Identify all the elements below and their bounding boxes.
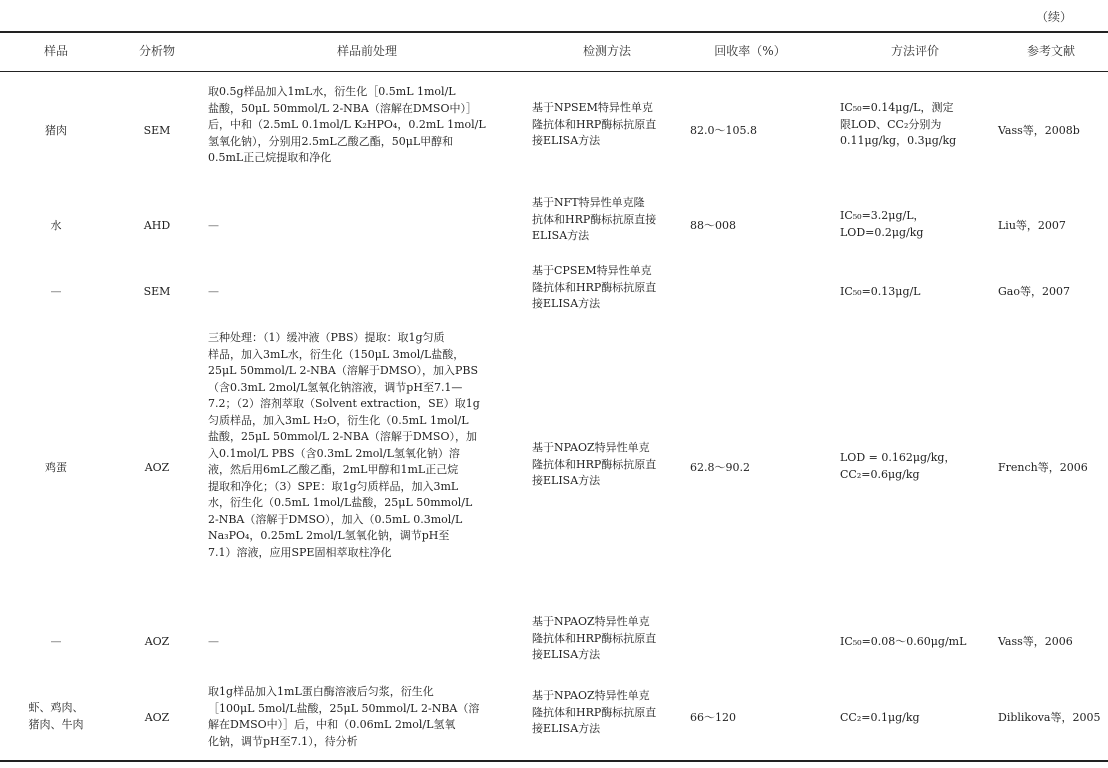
row5-sample: — xyxy=(50,635,62,648)
row3-pretreatment: — xyxy=(208,285,219,298)
row1-analyte: SEM xyxy=(143,124,171,137)
row4-recovery: 62.8～90.2 xyxy=(690,461,750,474)
row2-evaluation: IC₅₀=3.2μg/L， LOD=0.2μg/kg xyxy=(840,209,925,239)
row4-method: 基于NPAOZ特异性单克 隆抗体和HRP酶标抗原直 接ELISA方法 xyxy=(532,441,657,487)
row5-reference: Vass等，2006 xyxy=(998,635,1073,648)
header-evaluation: 方法评价 xyxy=(890,44,939,58)
row5-pretreatment: — xyxy=(208,635,219,648)
row6-evaluation: CC₂=0.1μg/kg xyxy=(840,711,920,724)
row3-method: 基于CPSEM特异性单克 隆抗体和HRP酶标抗原直 接ELISA方法 xyxy=(532,264,657,310)
header-recovery: 回收率（%） xyxy=(714,44,786,58)
row3-reference: Gao等，2007 xyxy=(998,285,1070,298)
header-reference: 参考文献 xyxy=(1026,44,1075,58)
row4-analyte: AOZ xyxy=(144,461,170,474)
row2-pretreatment: — xyxy=(208,219,219,232)
row4-sample: 鸡蛋 xyxy=(45,461,67,474)
row1-recovery: 82.0～105.8 xyxy=(690,124,757,137)
row3-evaluation: IC₅₀=0.13μg/L xyxy=(840,285,921,298)
row2-recovery: 88～008 xyxy=(690,219,736,232)
header-pretreatment: 样品前处理 xyxy=(336,44,397,58)
row1-sample: 猪肉 xyxy=(45,124,67,137)
row6-pretreatment: 取1g样品加入1mL蛋白酶溶液后匀浆，衍生化 ［100μL 5mol/L盐酸，25μL 50mmol/L 2-NBA（溶 解在DMSO中）］后，中和（0.06mL 2mol/L氢氧 化钠，调节pH至7.1），待分析 xyxy=(208,685,480,748)
row6-reference: Diblikova等，2005 xyxy=(998,711,1101,724)
row5-analyte: AOZ xyxy=(144,635,170,648)
row6-sample: 虾、鸡肉、 猪肉、牛肉 xyxy=(28,701,84,731)
bottom-rule xyxy=(0,760,1108,762)
row1-method: 基于NPSEM特异性单克 隆抗体和HRP酶标抗原直 接ELISA方法 xyxy=(532,101,657,147)
row1-pretreatment: 取0.5g样品加入1mL水，衍生化［0.5mL 1mol/L 盐酸，50μL 50mmol/L 2-NBA（溶解在DMSO中）］ 后，中和（2.5mL 0.1mol/L K₂HPO₄，0.2mL 1mol/L 氢氧化钠），分别用2.5mL乙酸乙酯，50μL甲醇和 0.5mL正己烷提取和净化 xyxy=(208,85,486,164)
row1-reference: Vass等，2008b xyxy=(998,124,1080,137)
row6-recovery: 66～120 xyxy=(690,711,736,724)
row4-reference: French等，2006 xyxy=(998,461,1088,474)
row6-method: 基于NPAOZ特异性单克 隆抗体和HRP酶标抗原直 接ELISA方法 xyxy=(532,689,657,735)
continued-label: （续） xyxy=(1035,10,1072,24)
row4-pretreatment: 三种处理：（1）缓冲液（PBS）提取：取1g匀质 样品，加入3mL水，衍生化（150μL 3mol/L盐酸， 25μL 50mmol/L 2-NBA（溶解于DMSO），加入PBS （含0.3mL 2mol/L氢氧化钠溶液，调节pH至7.1— 7.2；（2）溶剂萃取（Solvent extraction，SE）取1g 匀质样品，加入3mL H₂O，衍生化（0.5mL 1mol/L 盐酸，25μL 50mmol/L 2-NBA（溶解于DMSO），加 入0.1mol/L PBS（含0.3mL 2mol/L氢氧化钠）溶 液，然后用6mL乙酸乙酯，2mL甲醇和1mL正己烷 提取和净化；（3）SPE：取1g匀质样品，加入3mL 水，衍生化（0.5mL 1mol/L盐酸，25μL 50mmol/L 2-NBA（溶解于DMSO），加入（0.5mL 0.3mol/L Na₃PO₄，0.25mL 2mol/L氢氧化钠，调节pH至 7.1）溶液，应用SPE固相萃取柱净化 xyxy=(208,331,480,559)
top-rule xyxy=(0,31,1108,33)
row2-method: 基于NFT特异性单克隆 抗体和HRP酶标抗原直接 ELISA方法 xyxy=(532,196,657,242)
row5-evaluation: IC₅₀=0.08～0.60μg/mL xyxy=(840,635,967,648)
row5-method: 基于NPAOZ特异性单克 隆抗体和HRP酶标抗原直 接ELISA方法 xyxy=(532,615,657,661)
header-sample: 样品 xyxy=(43,44,68,58)
row2-reference: Liu等，2007 xyxy=(998,219,1066,232)
row6-analyte: AOZ xyxy=(144,711,170,724)
row2-analyte: AHD xyxy=(143,219,171,232)
row2-sample: 水 xyxy=(50,219,62,232)
row1-evaluation: IC₅₀=0.14μg/L，测定 限LOD、CC₂分别为 0.11μg/kg，0.3μg/kg xyxy=(840,101,957,147)
header-rule xyxy=(0,71,1108,72)
header-method: 检测方法 xyxy=(582,44,631,58)
row3-analyte: SEM xyxy=(143,285,171,298)
row3-sample: — xyxy=(50,285,62,298)
row4-evaluation: LOD = 0.162μg/kg， CC₂=0.6μg/kg xyxy=(840,451,956,481)
header-analyte: 分析物 xyxy=(138,44,175,58)
